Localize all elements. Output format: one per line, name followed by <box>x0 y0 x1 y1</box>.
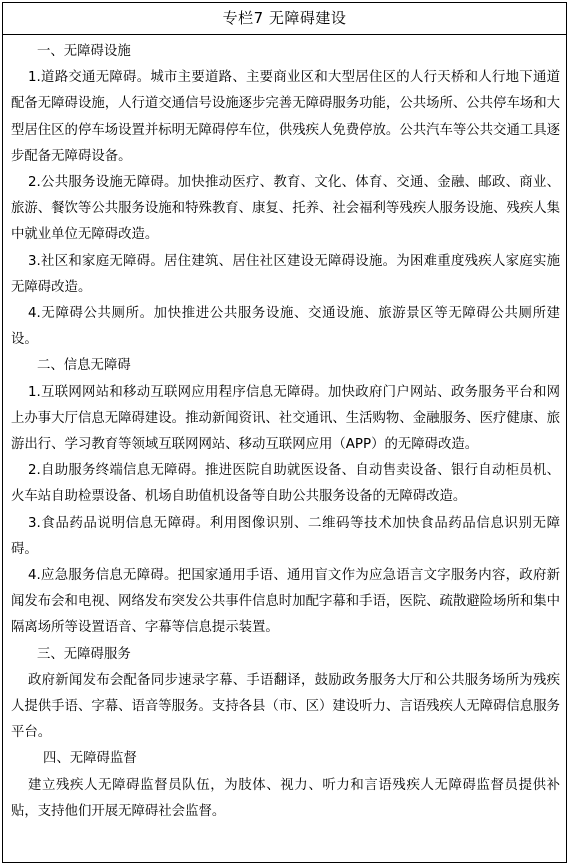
paragraph: 政府新闻发布会配备同步速录字幕、手语翻译，鼓励政务服务大厅和公共服务场所为残疾人提供手语、字幕、语音等服务。支持各县（市、区）建设听力、言语残疾人无障碍信息服务平台。 <box>11 672 561 741</box>
paragraph: 1.互联网网站和移动互联网应用程序信息无障碍。加快政府门户网站、政务服务平台和网上办事大厅信息无障碍建设。推动新闻资讯、社交通讯、生活购物、金融服务、医疗健康、旅游出行、学习教育等领域互联网网站、移动互联网应用（APP）的无障碍改造。 <box>11 384 561 453</box>
paragraph: 2.自助服务终端信息无障碍。推进医院自助就医设备、自动售卖设备、银行自动柜员机、火车站自助检票设备、机场自助值机设备等自助公共服务设备的无障碍改造。 <box>11 463 560 505</box>
section-heading: 二、信息无障碍 <box>37 358 131 374</box>
section-heading: 三、无障碍服务 <box>37 646 131 662</box>
paragraph: 建立残疾人无障碍监督员队伍，为肢体、视力、听力和言语残疾人无障碍监督员提供补贴，支持他们开展无障碍社会监督。 <box>11 777 560 819</box>
section-accessible-services <box>11 642 560 747</box>
paragraph: 2.公共服务设施无障碍。加快推动医疗、教育、文化、体育、交通、金融、邮政、商业、旅游、餐饮等公共服务设施和特殊教育、康复、托养、社会福利等残疾人服务设施、残疾人集中就业单位无障碍改造。 <box>11 175 561 243</box>
section-heading: 一、无障碍设施 <box>37 44 131 59</box>
section-accessibility-supervision <box>11 746 560 825</box>
paragraph: 3.社区和家庭无障碍。居住建筑、居住社区建设无障碍设施。为困难重度残疾人家庭实施无障碍改造。 <box>11 253 560 295</box>
paragraph: 1.道路交通无障碍。城市主要道路、主要商业区和大型居住区的人行天桥和人行地下通道配备无障碍设施，人行道交通信号设施逐步完善无障碍服务功能，公共场所、公共停车场和大型居住区的停车场设置并标明无障碍停车位，供残疾人免费停放。公共汽车等公共交通工具逐步配备无障碍设备。 <box>11 70 561 164</box>
paragraph: 3.食品药品说明信息无障碍。利用图像识别、二维码等技术加快食品药品信息识别无障碍。 <box>11 515 560 557</box>
section-heading: 四、无障碍监督 <box>43 751 137 767</box>
column-content <box>3 35 566 825</box>
column-title: 专栏7 无障碍建设 <box>3 3 566 35</box>
section-information-accessibility <box>11 353 560 641</box>
paragraph: 4.应急服务信息无障碍。把国家通用手语、通用盲文作为应急语言文字服务内容，政府新闻发布会和电视、网络发布突发公共事件信息时加配字幕和手语，医院、疏散避险场所和集中隔离场所等设置语音、字幕等信息提示装置。 <box>11 568 561 636</box>
paragraph: 4.无障碍公共厕所。加快推进公共服务设施、交通设施、旅游景区等无障碍公共厕所建设。 <box>11 306 560 348</box>
section-accessible-facilities <box>11 39 560 353</box>
column-box <box>2 2 567 863</box>
